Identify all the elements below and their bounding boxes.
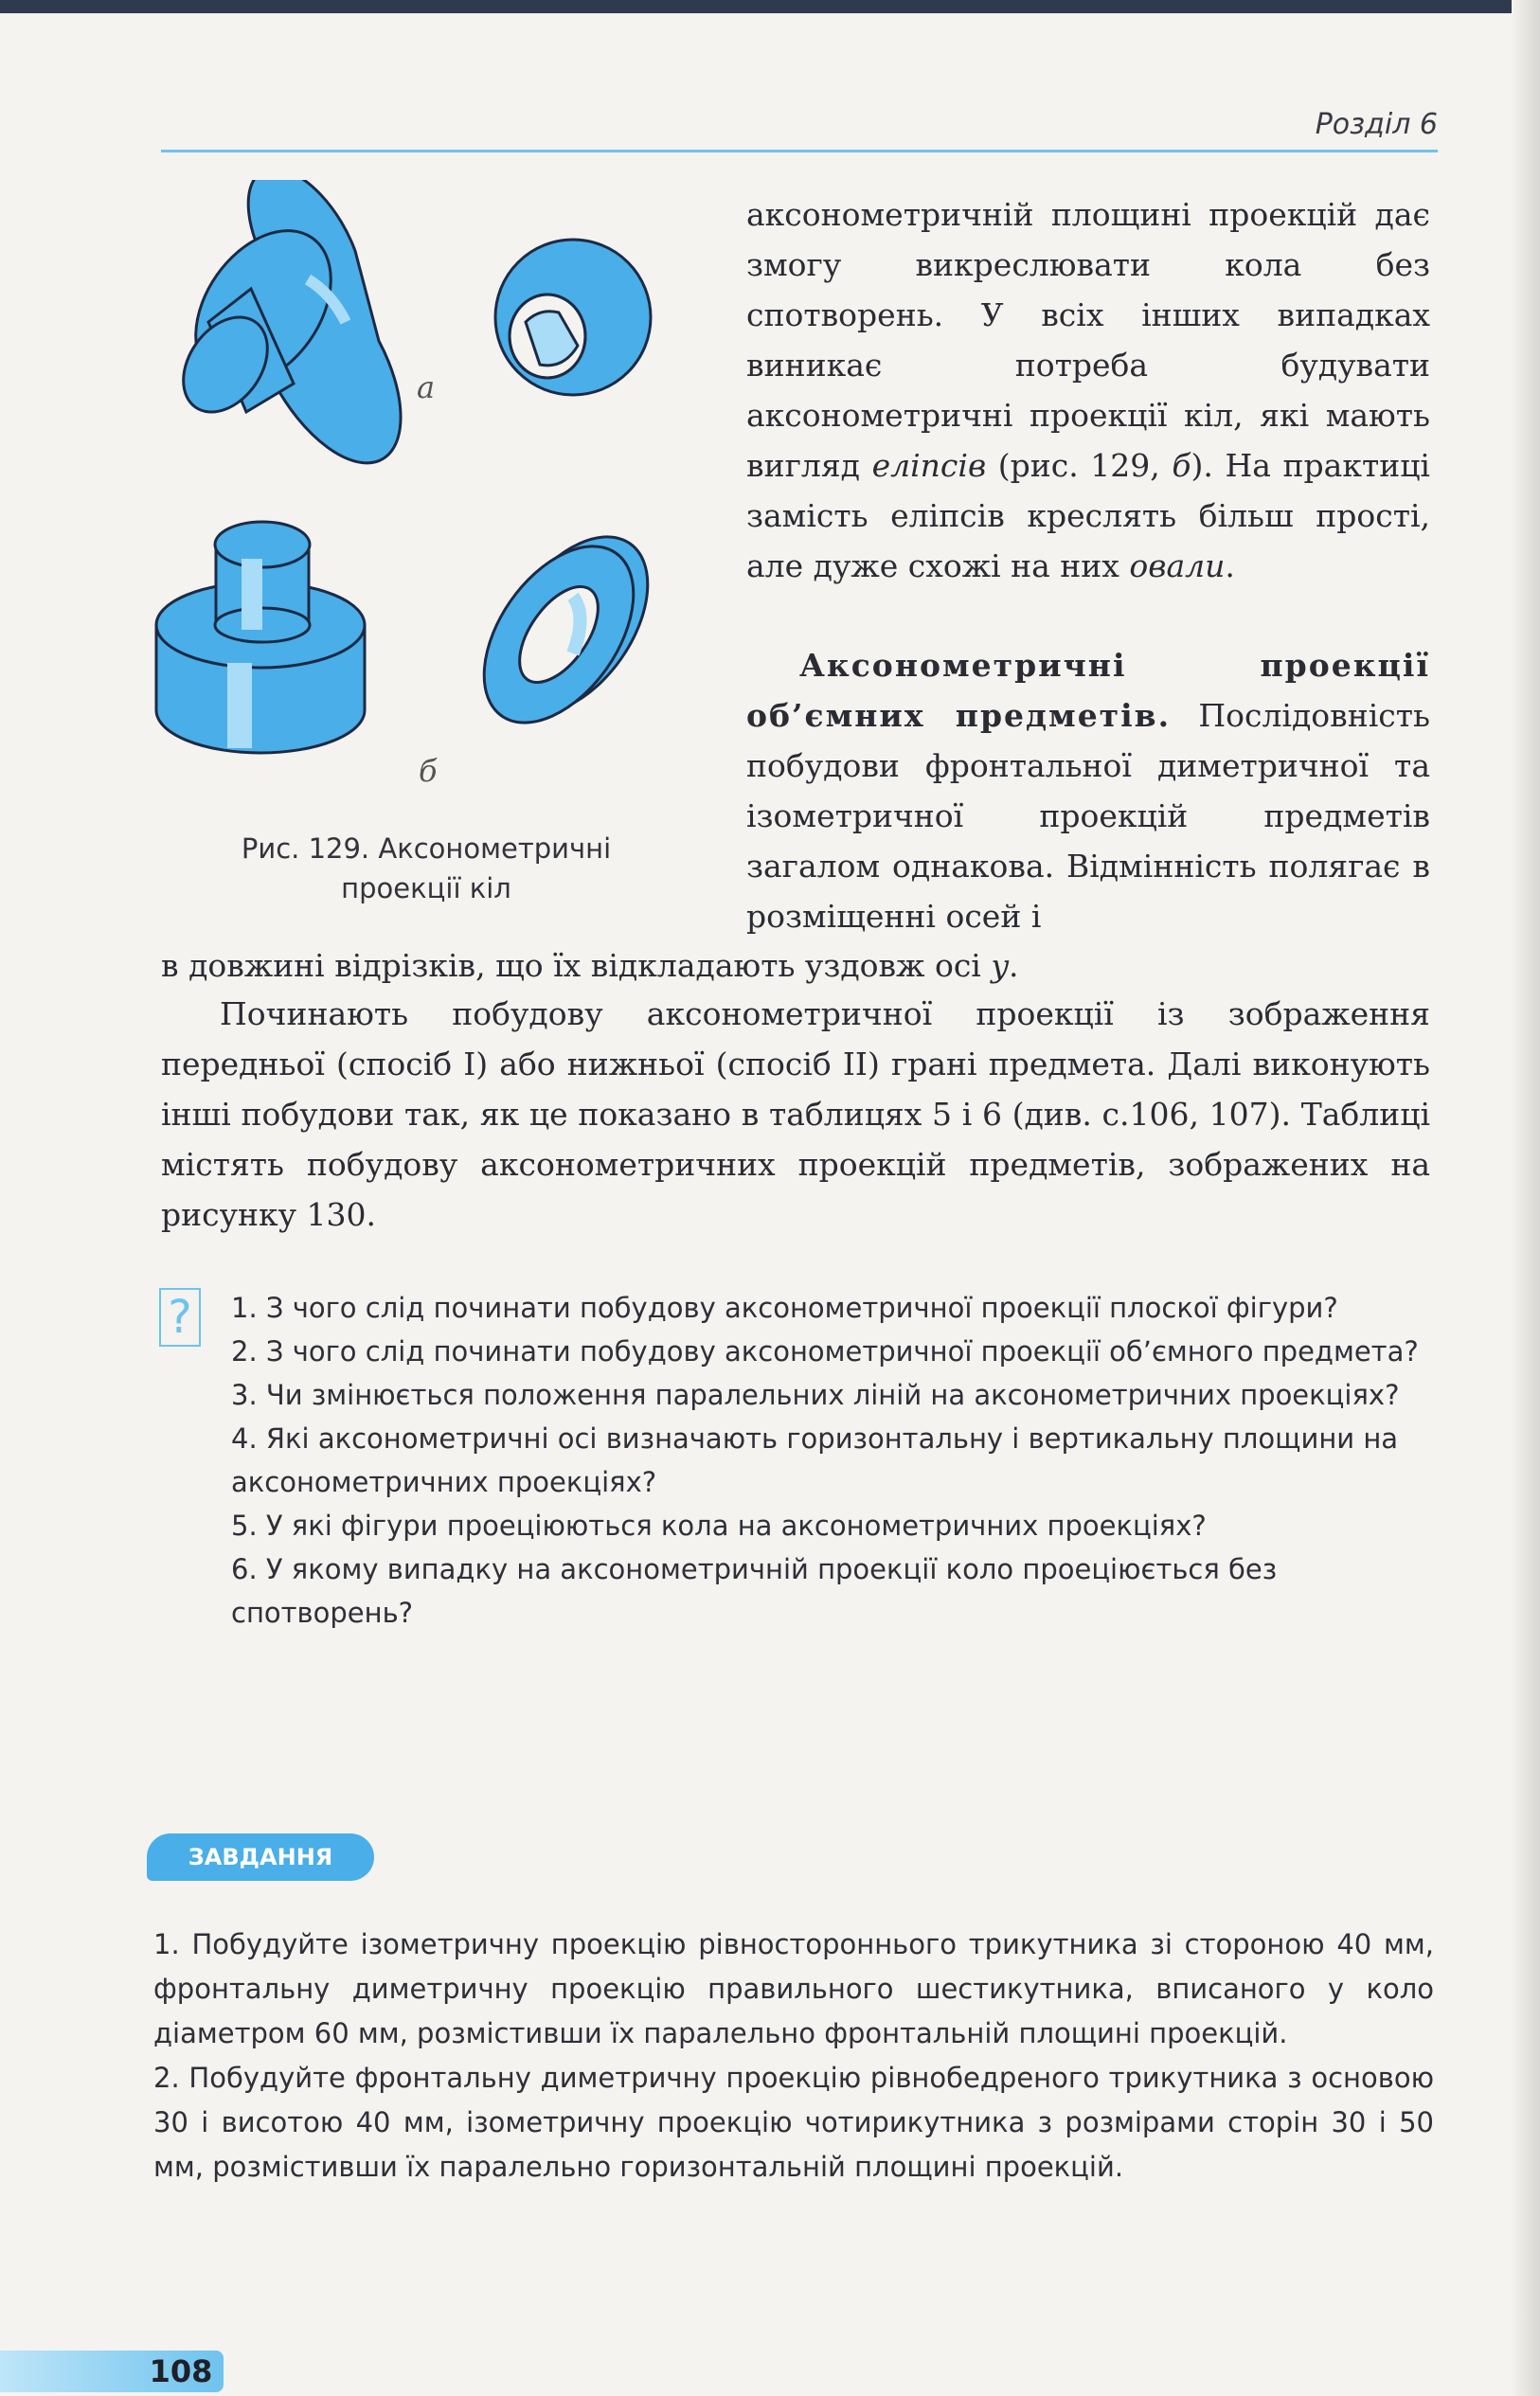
term-ellipses: еліпсів bbox=[871, 447, 987, 484]
paragraph-volumetric-cont-end: . bbox=[1009, 947, 1019, 984]
paragraph-heading: Аксонометричні проекції об’ємних предметів. bbox=[746, 647, 1430, 734]
paragraph-volumetric-text: Послідовність побудови фронтальної диметричної та ізометричної проекцій предметів загалом однакова. Відмінність полягає в розміщенні осей і bbox=[746, 697, 1430, 935]
paragraph-ellipses-dot: . bbox=[1225, 547, 1235, 584]
question-item: 1. З чого слід починати побудову аксонометричної проекції плоскої фігури? bbox=[231, 1292, 1338, 1324]
figure-caption-line2: проекції кіл bbox=[341, 872, 511, 904]
figure-129-drawing bbox=[142, 180, 710, 824]
question-item: 2. З чого слід починати побудову аксонометричної проекції об’ємного предмета? bbox=[231, 1335, 1419, 1368]
stepped-cylinder-vertical bbox=[156, 522, 365, 753]
term-ovals: овали bbox=[1129, 547, 1226, 584]
paragraph-ellipses bbox=[746, 189, 1430, 591]
top-edge-strip bbox=[0, 0, 1540, 13]
fig-reference-letter: б bbox=[1172, 447, 1191, 484]
figure-caption-line1: Рис. 129. Аксонометричні bbox=[241, 832, 612, 865]
task-item: 2. Побудуйте фронтальну диметричну проекцію рівнобедреного трикутника з основою 30 і висотою 40 мм, ізометричну проекцію чотирикутника з розмірами сторін 30 і 50 мм, розмістивши їх паралельно горизонтальній площині проекцій. bbox=[153, 2062, 1434, 2183]
review-questions bbox=[231, 1286, 1432, 1635]
ring-frontal bbox=[495, 240, 651, 395]
paragraph-volumetric bbox=[746, 640, 1430, 941]
paragraph-volumetric-continued bbox=[161, 940, 1430, 991]
paragraph-volumetric-cont-text: в довжині відрізків, що їх відкладають уздовж осі bbox=[161, 947, 981, 984]
paragraph-construction: Починають побудову аксонометричної проекції із зображення передньої (спосіб I) або нижньої (спосіб II) грані предмета. Далі виконують інші побудови так, як це показано в таблицях 5 і 6 (див. с.106, 107). Таблиці містять побудову аксонометричних проекцій предметів, зображених на рисунку 130. bbox=[161, 995, 1430, 1233]
task-item: 1. Побудуйте ізометричну проекцію рівностороннього трикутника зі стороною 40 мм, фронтальну диметричну проекцію правильного шестикутника, вписаного у коло діаметром 60 мм, розмістивши їх паралельно фронтальній площині проекцій. bbox=[153, 1928, 1434, 2049]
question-item: 6. У якому випадку на аксонометричній проекції коло проеціюється без спотворень? bbox=[231, 1553, 1278, 1629]
question-item: 3. Чи змінюється положення паралельних ліній на аксонометричних проекціях? bbox=[231, 1379, 1400, 1411]
ring-isometric bbox=[454, 510, 678, 749]
figure-letter-b: б bbox=[419, 753, 438, 789]
page-edge-shadow bbox=[1512, 0, 1540, 2396]
page-number: 108 bbox=[149, 2353, 213, 2389]
paragraph-ellipses-text: аксонометричній площині проекцій дає змогу викреслювати кола без спотворень. У всіх інших випадках виникає потреба будувати аксонометричні проекції кіл, які мають вигляд bbox=[746, 196, 1430, 484]
stepped-cylinder-frontal bbox=[166, 180, 401, 463]
running-header bbox=[161, 102, 1438, 152]
axis-y: y bbox=[991, 947, 1010, 984]
figure-caption bbox=[142, 829, 710, 908]
figure-letter-a: а bbox=[417, 369, 436, 405]
question-item: 5. У які фігури проеціюються кола на аксонометричних проекціях? bbox=[231, 1510, 1207, 1542]
tasks-badge: ЗАВДАННЯ bbox=[147, 1833, 374, 1881]
paragraph-ellipses-end: ). На практиці замість еліпсів креслять більш прості, але дуже схожі на них bbox=[746, 447, 1430, 584]
figure-129 bbox=[142, 180, 710, 919]
question-item: 4. Які аксонометричні осі визначають горизонтальну і вертикальну площини на аксонометричних проекціях? bbox=[231, 1422, 1399, 1498]
question-mark-icon: ? bbox=[159, 1288, 201, 1347]
section-label: Розділ 6 bbox=[1315, 108, 1438, 141]
fig-reference: (рис. 129, bbox=[997, 447, 1160, 484]
tasks-list bbox=[153, 1922, 1434, 2190]
